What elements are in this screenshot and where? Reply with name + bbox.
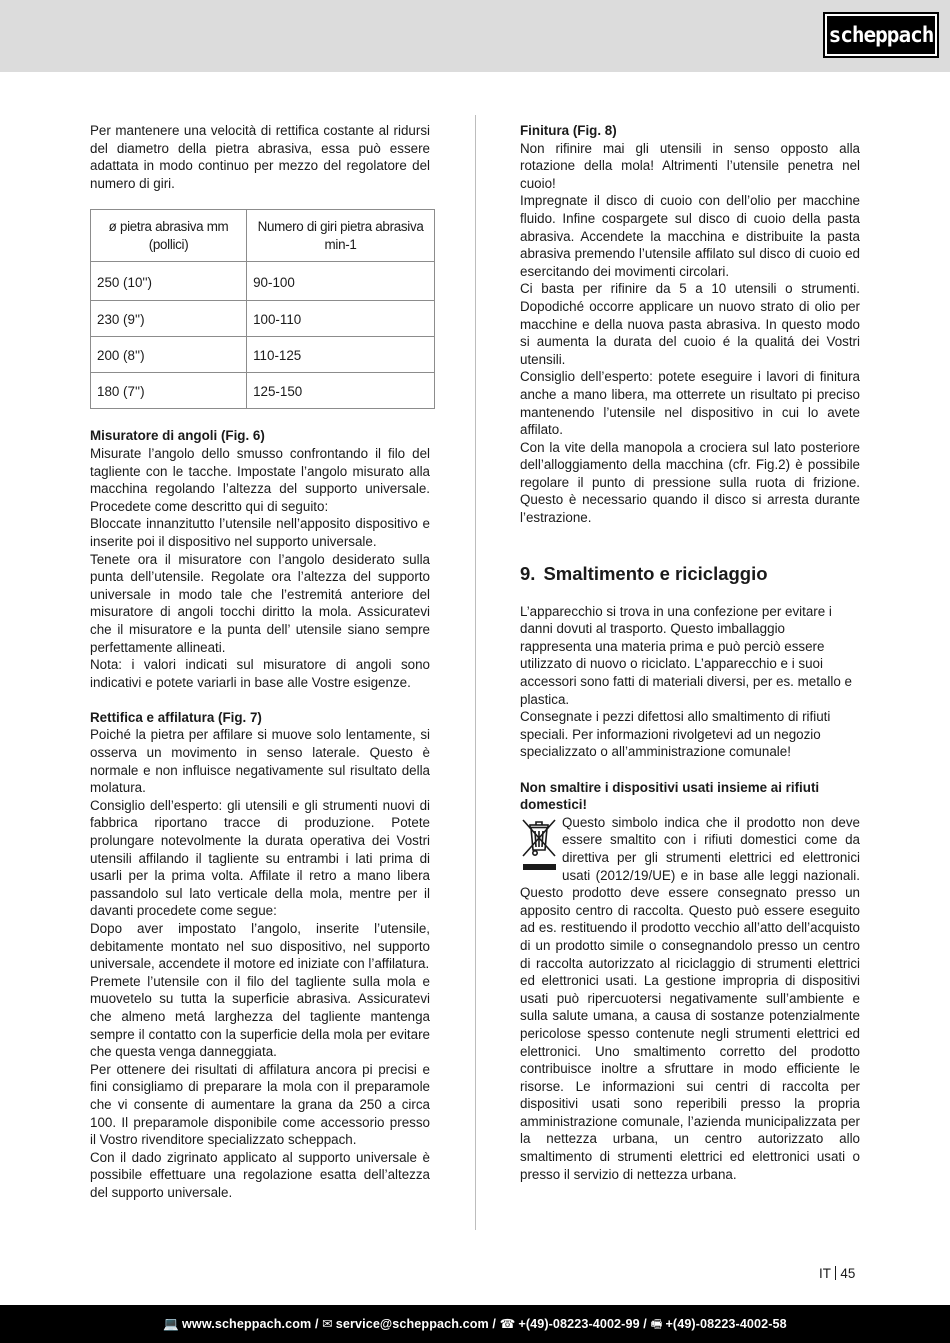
footer-separator: / <box>639 1317 651 1331</box>
sharpening-paragraph: Dopo aver impostato l’angolo, inserite l’utensile, debitamente montato nel suo dispositivo, nel supporto universale, accendete il motore ed iniziate con l’affilatura. <box>90 921 430 972</box>
angle-paragraph: Nota: i valori indicati sul misuratore di angoli sono indicativi e potete variarli in base alle Vostre esigenze. <box>90 657 430 690</box>
table-cell: 90-100 <box>247 262 435 301</box>
sharpening-heading: Rettifica e affilatura (Fig. 7) <box>90 709 262 725</box>
finishing-paragraph: Non rifinire mai gli utensili in senso opposto alla rotazione della mola! Altrimenti l’utensile penetra nel cuoio! <box>520 140 860 191</box>
email-icon: ✉ <box>322 1317 333 1331</box>
footer-phone: +(49)-08223-4002-99 <box>518 1317 640 1331</box>
table-row <box>91 337 435 373</box>
right-column <box>520 122 860 1183</box>
angle-paragraph: Tenete ora il misuratore con l’angolo desiderato sulla punta dell’utensile. Regolate ora l’altezza del supporto universale in modo tale che l’estremitá anteriore del misuratore di angoli tocchi diritto la mola. Assicuratevi che il misuratore e la punta dell’ utensile siano sempre perfettamente allineati. <box>90 551 430 655</box>
phone-icon: ☎ <box>499 1317 516 1331</box>
footer-separator: / <box>311 1317 323 1331</box>
left-column <box>90 122 430 1202</box>
section-title: Smaltimento e riciclaggio <box>543 562 768 584</box>
table-header-speed: Numero di giri pietra abrasiva min-1 <box>247 210 435 262</box>
sharpening-paragraph: Per ottenere dei risultati di affilatura ancora pi precisi e fini consigliamo di preparare la mola con il preparamole che vi consente di aumentare la grana da 250 a circa 100. Il preparamole disponibile come accessorio presso il Vostro rivenditore specializzato scheppach. <box>90 1061 430 1148</box>
page-number-separator <box>835 1266 837 1280</box>
brand-logo: scheppach <box>825 14 937 56</box>
page-language: IT <box>819 1266 831 1281</box>
table-header-diameter: ø pietra abrasiva mm (pollici) <box>91 210 247 262</box>
computer-icon: 💻 <box>163 1317 180 1331</box>
sharpening-paragraph: Poiché la pietra per affilare si muove solo lentamente, si osserva un movimento in senso laterale. Questo è normale e non influisce negativamente sul risultato della molatura. <box>90 727 430 796</box>
sharpening-paragraph: Premete l’utensile con il filo del tagliente sulla mola e muovetelo su tutta la superficie abrasiva. Assicuratevi che almeno metá larghezza del tagliente mantenga sempre il contatto con la superficie della mola per evitare che questa venga danneggiata. <box>90 973 430 1060</box>
crossed-bin-icon <box>520 816 558 874</box>
finishing-paragraph: Consiglio dell’esperto: potete eseguire i lavori di finitura anche a mano libera, ma otterrete un risultato pi preciso mantenendo l’utensile nel dispositivo in cui lo avete affilato. <box>520 369 860 438</box>
angle-gauge-heading: Misuratore di angoli (Fig. 6) <box>90 428 265 444</box>
section-number: 9. <box>520 562 536 584</box>
disposal-paragraph: L’apparecchio si trova in una confezione per evitare i danni dovuti al trasporto. Questo imballaggio rappresenta una materia prima e può perciò essere utilizzato di nuovo o riciclato. L’apparecchio e i suoi accessori sono fatti di materiali diversi, per es. metallo e plastica. <box>520 603 852 707</box>
angle-paragraph: Misurate l’angolo dello smusso confrontando il filo del tagliente con le tacche. Impostate l’angolo misurato alla macchina regolando l’altezza del supporto universale. Procedete come descritto qui di seguito: <box>90 445 430 514</box>
speed-table <box>90 209 435 409</box>
finishing-paragraph: Con la vite della manopola a crociera sul lato posteriore dell’alloggiamento della macchina (cfr. Fig.2) è possibile regolare il punto di pressione sulla ruota di frizione. Questo è necessario quando il disco si arresta durante l’estrazione. <box>520 439 860 526</box>
finishing-heading: Finitura (Fig. 8) <box>520 123 617 138</box>
table-row <box>91 373 435 409</box>
table-cell: 180 (7'') <box>91 373 247 409</box>
footer-email[interactable]: service@scheppach.com <box>335 1317 489 1331</box>
footer-fax: +(49)-08223-4002-58 <box>665 1317 787 1331</box>
finishing-paragraph: Ci basta per rifinire da 5 a 10 utensili o strumenti. Dopodiché occorre applicare un nuovo strato di olio per macchine e della nuova pasta abrasiva. In questo modo si aumenta la durata del cuoio é la qualitá dei Vostri utensili. <box>520 281 860 367</box>
footer-separator: / <box>488 1317 500 1331</box>
section-heading <box>520 563 860 585</box>
table-cell: 125-150 <box>247 373 435 409</box>
column-divider <box>475 115 476 1230</box>
footer-website[interactable]: www.scheppach.com <box>182 1317 312 1331</box>
table-row <box>91 301 435 337</box>
table-cell: 110-125 <box>247 337 435 373</box>
table-cell: 200 (8'') <box>91 337 247 373</box>
table-header-row <box>91 210 435 262</box>
table-row <box>91 262 435 301</box>
sharpening-paragraph: Consiglio dell’esperto: gli utensili e gli strumenti nuovi di fabbrica riportano tracce di produzione. Potete prolungare notevolmente la durata operativa dei Vostri utensili affilando il tagliente su entrambi i lati prima di usarli per la prima volta. Affilate il retro a mano libera passandolo sul lato verticale della mola, mentre per il davanti procedete come segue: <box>90 797 430 919</box>
disposal-paragraph: Consegnate i pezzi difettosi allo smaltimento di rifiuti speciali. Per informazioni rivolgetevi ad un negozio specializzato o all’amministrazione comunale! <box>520 709 831 760</box>
finishing-paragraph: Impregnate il disco di cuoio con dell’olio per macchine fluido. Infine cospargete sul disco di cuoio della pasta abrasiva. Accendete la macchina e distribuite la pasta abrasiva premendo l’utensile affilato sul disco di cuoio ed esercitando dei movimenti circolari. <box>520 193 860 279</box>
sharpening-paragraph: Con il dado zigrinato applicato al supporto universale è possibile effettuare una regolazione esatta dell’altezza del supporto universale. <box>90 1149 430 1200</box>
table-cell: 100-110 <box>247 301 435 337</box>
header-band <box>0 0 950 72</box>
table-cell: 250 (10'') <box>91 262 247 301</box>
weee-heading: Non smaltire i dispositivi usati insieme ai rifiuti domestici! <box>520 779 820 813</box>
page-number-value: 45 <box>840 1266 856 1281</box>
table-cell: 230 (9'') <box>91 301 247 337</box>
footer-contact-bar <box>0 1305 950 1343</box>
page-number <box>819 1266 855 1281</box>
intro-paragraph: Per mantenere una velocità di rettifica costante al ridursi del diametro della pietra abrasiva, essa può essere adattata in modo continuo per mezzo del regolatore del numero di giri. <box>90 123 430 191</box>
angle-paragraph: Bloccate innanzitutto l’utensile nell’apposito dispositivo e inserite poi il dispositivo nel supporto universale. <box>90 516 430 549</box>
weee-paragraph: Questo simbolo indica che il prodotto non deve essere smaltito con i rifiuti domestici come da direttiva per gli strumenti elettrici ed elettronici usati (2012/19/UE) e in base alle leggi nazionali. Questo prodotto deve essere consegnato presso un apposito centro di raccolta. Questo può essere eseguito ad es. restituendo il prodotto vecchio all’atto dell’acquisto di un prodotto simile o consegnandolo presso un centro di raccolta autorizzato al riciclaggio di strumenti elettrici ed elettronici usati. La gestione impropria di dispositivi usati può ripercuotersi negativamente sull’ambiente e sulla salute umana, a causa di sostanze potenzialmente pericolose spesso contenute negli strumenti elettrici ed elettronici. Uno smaltimento corretto del prodotto contribuisce inoltre a sfruttare in modo efficiente le risorse. Le informazioni sui centri di raccolta per dispositivi usati sono reperibili presso la propria amministrazione comunale, l’azienda municipalizzata per la nettezza urbana, un centro autorizzato allo smaltimento di strumenti elettrici ed elettronici usati o presso il servizio di nettezza urbana. <box>520 814 860 1182</box>
fax-icon: 🖷 <box>650 1317 663 1331</box>
